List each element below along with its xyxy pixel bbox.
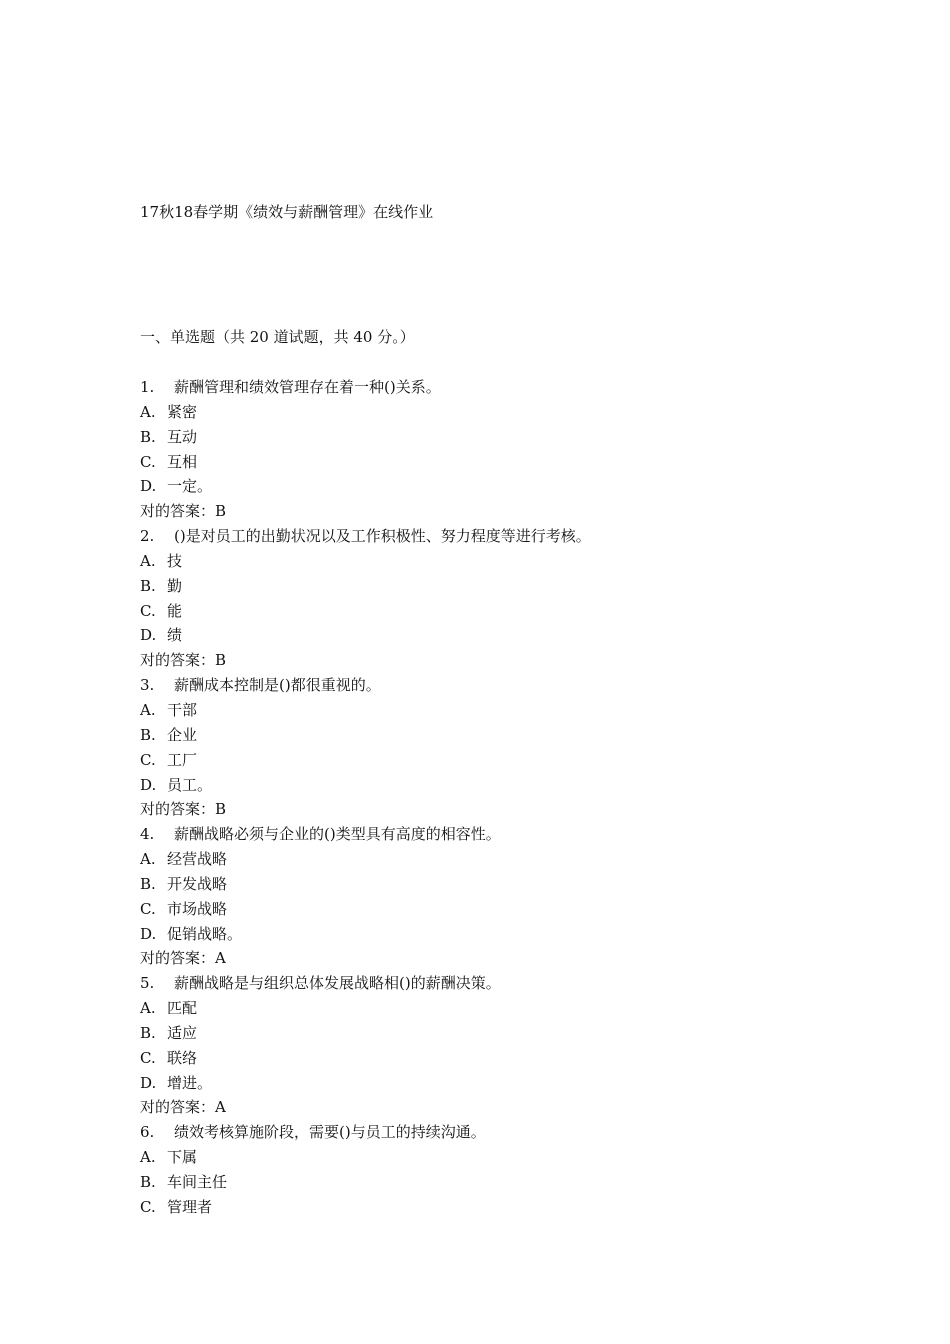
question-number: 3. bbox=[140, 676, 155, 695]
answer-value: A bbox=[215, 1098, 226, 1117]
option-letter: A. bbox=[140, 999, 156, 1018]
question-text: 薪酬战略必须与企业的()类型具有高度的相容性。 bbox=[174, 825, 501, 844]
option-text: 市场战略 bbox=[167, 899, 228, 918]
option-1-4 bbox=[140, 474, 840, 499]
option-text: 增进。 bbox=[167, 1073, 213, 1092]
answer-prefix: 对的答案： bbox=[140, 1098, 216, 1117]
question-1 bbox=[140, 375, 840, 400]
option-3-4 bbox=[140, 773, 840, 798]
option-text: 互相 bbox=[167, 452, 198, 471]
question-number: 6. bbox=[140, 1123, 155, 1142]
option-letter: B. bbox=[140, 576, 156, 595]
option-text: 勤 bbox=[167, 576, 183, 595]
answer-value: B bbox=[215, 651, 227, 670]
option-text: 员工。 bbox=[167, 775, 213, 794]
option-1-1 bbox=[140, 400, 840, 425]
option-letter: A. bbox=[140, 850, 156, 869]
option-letter: D. bbox=[140, 477, 157, 496]
option-text: 一定。 bbox=[167, 477, 213, 496]
question-text: 薪酬成本控制是()都很重视的。 bbox=[174, 676, 381, 695]
option-1-3 bbox=[140, 450, 840, 475]
option-3-3 bbox=[140, 748, 840, 773]
question-number: 5. bbox=[140, 974, 155, 993]
option-letter: D. bbox=[140, 1073, 157, 1092]
option-4-4 bbox=[140, 922, 840, 947]
answer-prefix: 对的答案： bbox=[140, 949, 216, 968]
option-text: 促销战略。 bbox=[167, 924, 243, 943]
option-letter: C. bbox=[140, 1048, 156, 1067]
option-text: 管理者 bbox=[167, 1197, 213, 1216]
option-letter: C. bbox=[140, 452, 156, 471]
option-letter: C. bbox=[140, 1197, 156, 1216]
question-4 bbox=[140, 822, 840, 847]
answer-prefix: 对的答案： bbox=[140, 651, 216, 670]
option-text: 技 bbox=[167, 551, 183, 570]
option-6-2 bbox=[140, 1170, 840, 1195]
question-text: 绩效考核算施阶段，需要()与员工的持续沟通。 bbox=[174, 1123, 486, 1142]
option-5-1 bbox=[140, 996, 840, 1021]
option-text: 联络 bbox=[167, 1048, 198, 1067]
option-4-1 bbox=[140, 847, 840, 872]
option-6-1 bbox=[140, 1145, 840, 1170]
option-6-3 bbox=[140, 1195, 840, 1220]
option-text: 经营战略 bbox=[167, 850, 228, 869]
question-6 bbox=[140, 1120, 840, 1145]
answer-value: B bbox=[215, 502, 227, 521]
option-5-2 bbox=[140, 1021, 840, 1046]
question-number: 1. bbox=[140, 378, 155, 396]
option-4-3 bbox=[140, 897, 840, 922]
answer-1 bbox=[140, 499, 840, 524]
option-letter: A. bbox=[140, 551, 156, 570]
question-3 bbox=[140, 673, 840, 698]
question-number: 2. bbox=[140, 527, 155, 546]
answer-2 bbox=[140, 648, 840, 673]
option-letter: B. bbox=[140, 725, 156, 744]
option-text: 企业 bbox=[167, 725, 198, 744]
option-text: 互动 bbox=[167, 427, 198, 446]
option-4-2 bbox=[140, 872, 840, 897]
option-2-1 bbox=[140, 549, 840, 574]
answer-prefix: 对的答案： bbox=[140, 502, 216, 521]
option-text: 工厂 bbox=[167, 750, 198, 769]
option-text: 车间主任 bbox=[167, 1173, 228, 1191]
option-letter: B. bbox=[140, 1023, 156, 1042]
question-list bbox=[140, 375, 840, 1220]
option-text: 匹配 bbox=[167, 999, 198, 1018]
option-3-2 bbox=[140, 723, 840, 748]
option-letter: C. bbox=[140, 601, 156, 620]
option-letter: B. bbox=[140, 874, 156, 893]
option-text: 能 bbox=[167, 601, 183, 620]
option-text: 适应 bbox=[167, 1023, 198, 1042]
option-letter: C. bbox=[140, 750, 156, 769]
question-2 bbox=[140, 524, 840, 549]
document-title: 17秋18春学期《绩效与薪酬管理》在线作业 bbox=[140, 203, 434, 221]
option-text: 开发战略 bbox=[167, 874, 228, 893]
option-5-4 bbox=[140, 1071, 840, 1096]
question-text: ()是对员工的出勤状况以及工作积极性、努力程度等进行考核。 bbox=[174, 527, 591, 546]
option-5-3 bbox=[140, 1046, 840, 1071]
question-text: 薪酬战略是与组织总体发展战略相()的薪酬决策。 bbox=[174, 974, 501, 993]
option-letter: B. bbox=[140, 427, 156, 446]
question-number: 4. bbox=[140, 825, 155, 844]
answer-4 bbox=[140, 946, 840, 971]
option-text: 干部 bbox=[167, 700, 198, 719]
answer-value: B bbox=[215, 800, 227, 819]
option-2-4 bbox=[140, 623, 840, 648]
answer-3 bbox=[140, 797, 840, 822]
option-2-2 bbox=[140, 574, 840, 599]
answer-prefix: 对的答案： bbox=[140, 800, 216, 819]
option-letter: D. bbox=[140, 924, 157, 943]
option-letter: A. bbox=[140, 1148, 156, 1167]
option-text: 下属 bbox=[167, 1148, 198, 1167]
option-letter: D. bbox=[140, 626, 157, 645]
option-letter: D. bbox=[140, 775, 157, 794]
option-2-3 bbox=[140, 599, 840, 624]
option-letter: A. bbox=[140, 700, 156, 719]
option-letter: C. bbox=[140, 899, 156, 918]
option-1-2 bbox=[140, 425, 840, 450]
question-5 bbox=[140, 971, 840, 996]
answer-5 bbox=[140, 1095, 840, 1120]
option-text: 紧密 bbox=[167, 402, 198, 421]
question-text: 薪酬管理和绩效管理存在着一种()关系。 bbox=[174, 378, 441, 396]
section-heading: 一、单选题（共 20 道试题，共 40 分。） bbox=[140, 328, 415, 346]
answer-value: A bbox=[215, 949, 226, 968]
option-text: 绩 bbox=[167, 626, 183, 645]
option-letter: B. bbox=[140, 1173, 156, 1191]
option-3-1 bbox=[140, 698, 840, 723]
option-letter: A. bbox=[140, 402, 156, 421]
